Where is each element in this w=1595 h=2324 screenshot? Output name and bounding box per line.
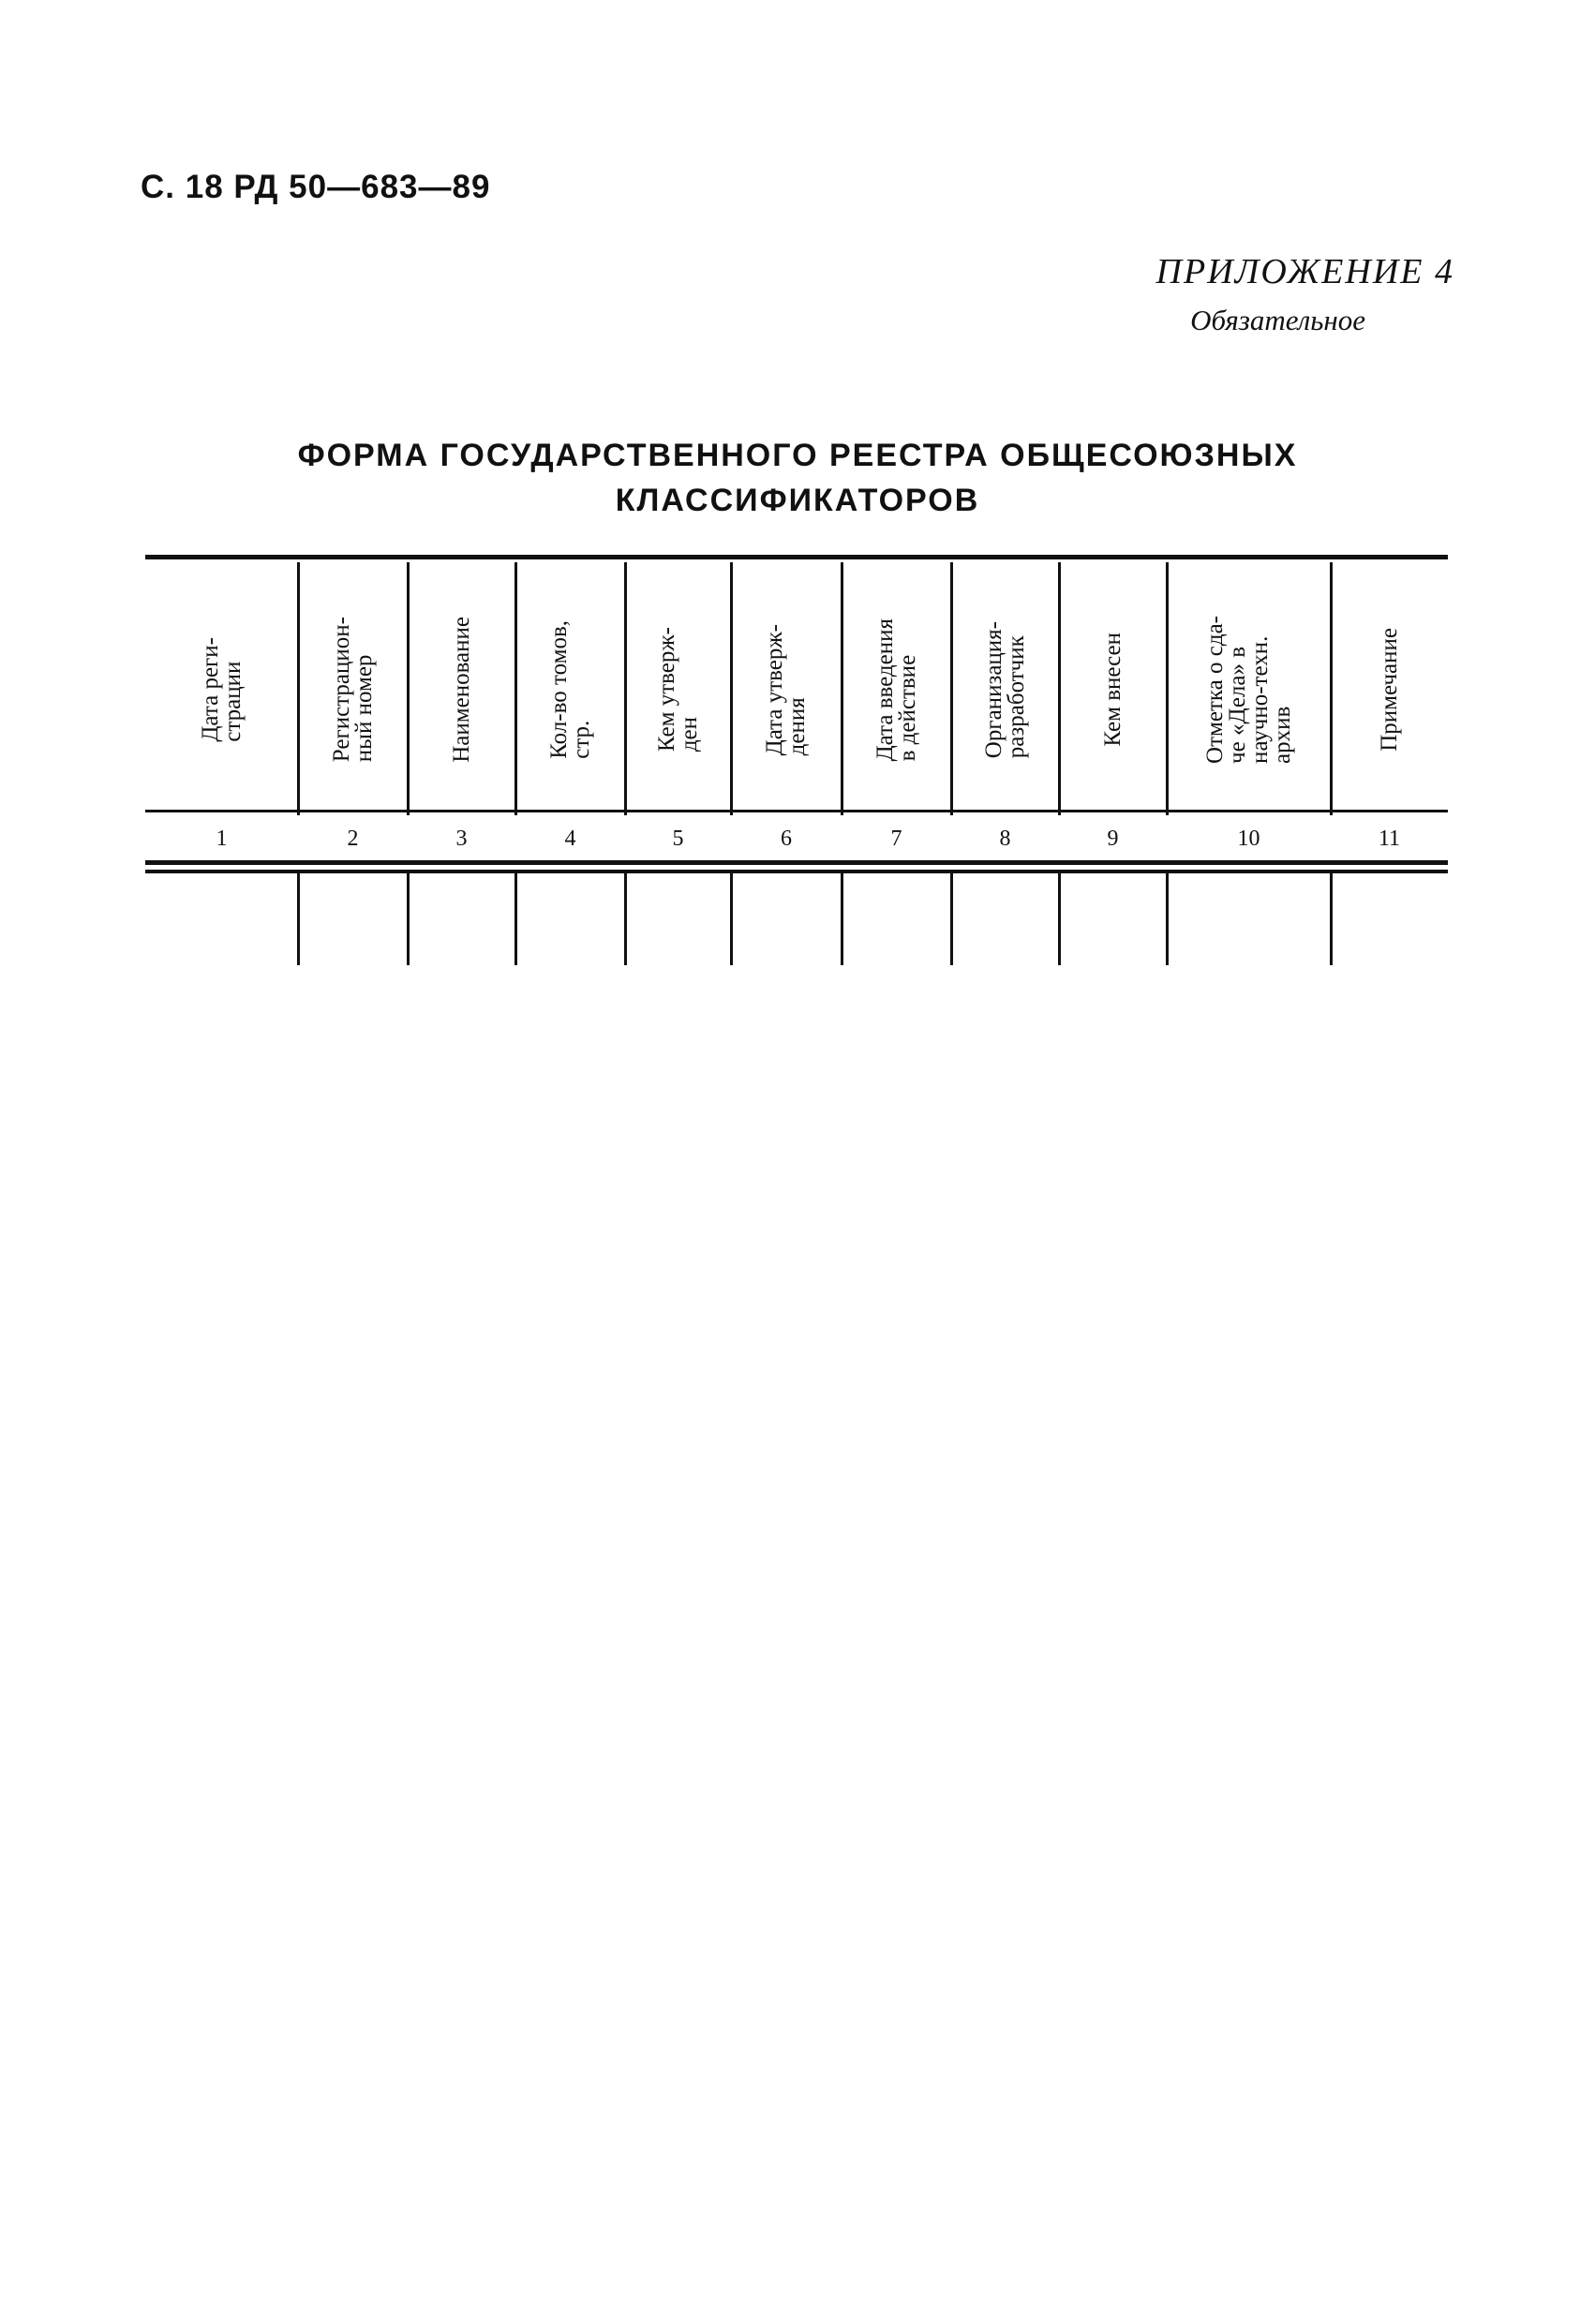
document-title-line-1: ФОРМА ГОСУДАРСТВЕННОГО РЕЕСТРА ОБЩЕСОЮЗНЫХ <box>297 438 1298 473</box>
appendix-title: ПРИЛОЖЕНИЕ 4 <box>1155 252 1454 291</box>
column-header-label: Примечание <box>1376 628 1402 752</box>
numbers-bottom-rule <box>145 860 1448 865</box>
column-header-1 <box>145 581 298 798</box>
body-column-separator <box>730 870 733 965</box>
column-header-8 <box>951 581 1059 798</box>
appendix-block <box>1156 251 1454 337</box>
column-header-4 <box>515 581 625 798</box>
body-column-separator <box>1330 870 1333 965</box>
column-header-9 <box>1059 581 1167 798</box>
appendix-subtitle: Обязательное <box>1190 304 1365 336</box>
table-top-rule <box>145 555 1448 559</box>
document-title <box>141 433 1454 523</box>
double-rule <box>145 870 1448 873</box>
column-number-7: 7 <box>890 827 902 851</box>
column-header-3 <box>408 581 515 798</box>
column-header-label: Организация- разработчик <box>980 620 1029 759</box>
column-number-6: 6 <box>781 827 792 851</box>
page-header: С. 18 РД 50—683—89 <box>141 169 491 205</box>
column-header-label: Дата утверж- дения <box>762 623 810 756</box>
body-column-separator <box>1058 870 1061 965</box>
column-header-7 <box>842 581 951 798</box>
header-bottom-rule <box>145 810 1448 812</box>
column-number-3: 3 <box>455 827 468 851</box>
column-header-label: Дата реги- страции <box>197 637 246 742</box>
column-header-5 <box>625 581 731 798</box>
column-number-5: 5 <box>672 827 684 851</box>
column-header-label: Регистрацион- ный номер <box>328 617 377 763</box>
column-number-10: 10 <box>1237 827 1260 851</box>
column-number-2: 2 <box>347 827 359 851</box>
column-header-label: Дата введения в действие <box>872 618 920 762</box>
column-header-11 <box>1331 581 1448 798</box>
column-number-4: 4 <box>564 827 576 851</box>
column-number-1: 1 <box>216 827 228 851</box>
column-header-label: Наименование <box>448 617 474 763</box>
column-number-11: 11 <box>1378 827 1401 851</box>
body-column-separator <box>624 870 627 965</box>
column-header-10 <box>1167 581 1331 798</box>
document-title-line-2: КЛАССИФИКАТОРОВ <box>615 483 980 518</box>
body-column-separator <box>950 870 953 965</box>
body-column-separator <box>514 870 517 965</box>
body-column-separator <box>841 870 843 965</box>
column-header-label: Кем утверж- ден <box>653 627 702 752</box>
column-number-9: 9 <box>1107 827 1119 851</box>
body-column-separator <box>297 870 300 965</box>
column-header-label: Кол-во томов, стр. <box>545 620 594 759</box>
column-number-8: 8 <box>999 827 1011 851</box>
column-header-2 <box>298 581 408 798</box>
body-column-separator <box>407 870 410 965</box>
column-header-label: Кем внесен <box>1099 633 1125 747</box>
column-header-label: Отметка о сда- че «Дела» в научно-техн. архив <box>1201 616 1295 764</box>
body-column-separator <box>1166 870 1169 965</box>
column-header-6 <box>731 581 842 798</box>
